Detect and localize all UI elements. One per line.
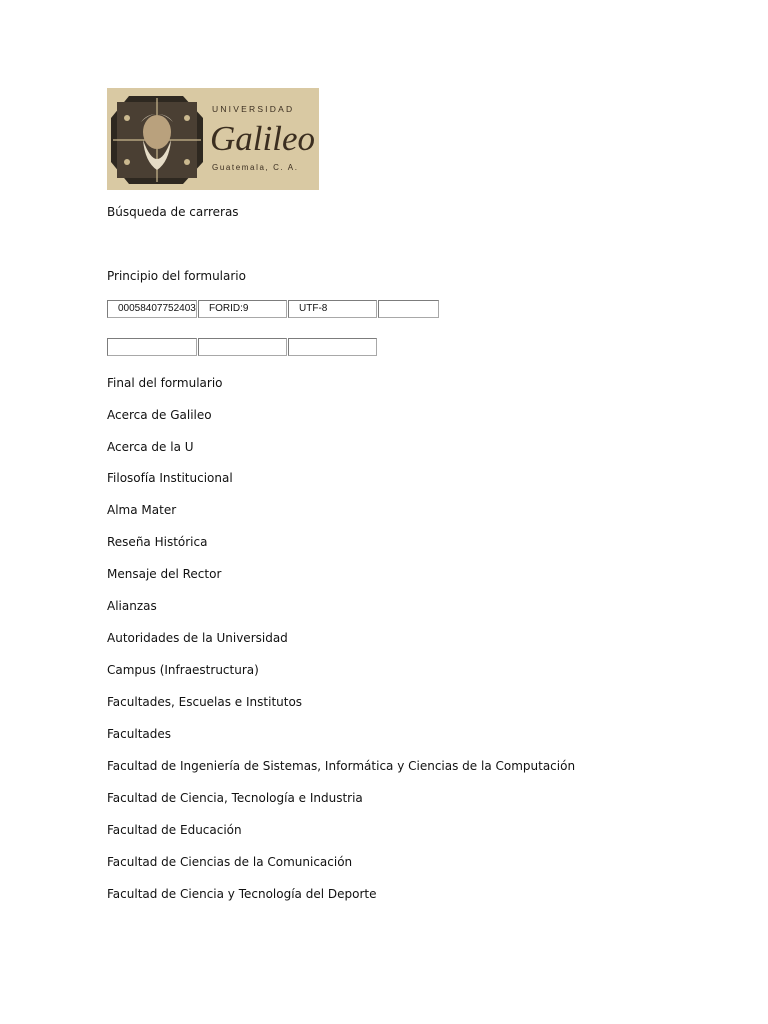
logo-top-text: UNIVERSIDAD	[212, 104, 295, 114]
link-alma-mater[interactable]: Alma Mater	[107, 503, 177, 517]
link-facultad-educacion[interactable]: Facultad de Educación	[107, 823, 242, 837]
form-end-label: Final del formulario	[107, 376, 223, 390]
link-facultades[interactable]: Facultades	[107, 727, 172, 741]
link-resena-historica[interactable]: Reseña Histórica	[107, 535, 208, 549]
form-field-empty[interactable]	[107, 338, 197, 356]
form-field-forid[interactable]: FORID:9	[198, 300, 287, 318]
university-logo	[107, 88, 319, 190]
link-facultades-escuelas-institutos[interactable]: Facultades, Escuelas e Institutos	[107, 695, 303, 709]
form-field-empty[interactable]	[378, 300, 439, 318]
logo-graphic	[107, 88, 319, 190]
link-autoridades[interactable]: Autoridades de la Universidad	[107, 631, 288, 645]
link-facultad-ciencia-tecnologia-industria[interactable]: Facultad de Ciencia, Tecnología e Industria	[107, 791, 363, 805]
emblem-symbol	[124, 159, 130, 165]
link-facultad-ciencias-comunicacion[interactable]: Facultad de Ciencias de la Comunicación	[107, 855, 353, 869]
emblem-symbol	[184, 115, 190, 121]
link-acerca-de-galileo[interactable]: Acerca de Galileo	[107, 408, 212, 422]
form-field-empty[interactable]	[198, 338, 287, 356]
emblem-symbol	[124, 115, 130, 121]
link-facultad-ciencia-tecnologia-deporte[interactable]: Facultad de Ciencia y Tecnología del Deporte	[107, 887, 377, 901]
form-start-label: Principio del formulario	[107, 269, 246, 283]
link-campus[interactable]: Campus (Infraestructura)	[107, 663, 259, 677]
form-field-encoding[interactable]: UTF-8	[288, 300, 377, 318]
form-field-empty[interactable]	[288, 338, 377, 356]
form-field-id[interactable]: 00058407752403	[107, 300, 197, 318]
link-mensaje-del-rector[interactable]: Mensaje del Rector	[107, 567, 222, 581]
page-heading: Búsqueda de carreras	[107, 205, 239, 219]
link-acerca-de-la-u[interactable]: Acerca de la U	[107, 440, 194, 454]
logo-name: Galileo	[210, 119, 315, 158]
link-facultad-ingenieria-sistemas[interactable]: Facultad de Ingeniería de Sistemas, Informática y Ciencias de la Computación	[107, 759, 576, 773]
link-filosofia-institucional[interactable]: Filosofía Institucional	[107, 471, 233, 485]
link-alianzas[interactable]: Alianzas	[107, 599, 157, 613]
portrait-face	[143, 115, 171, 149]
logo-location: Guatemala, C. A.	[212, 163, 299, 172]
emblem-symbol	[184, 159, 190, 165]
